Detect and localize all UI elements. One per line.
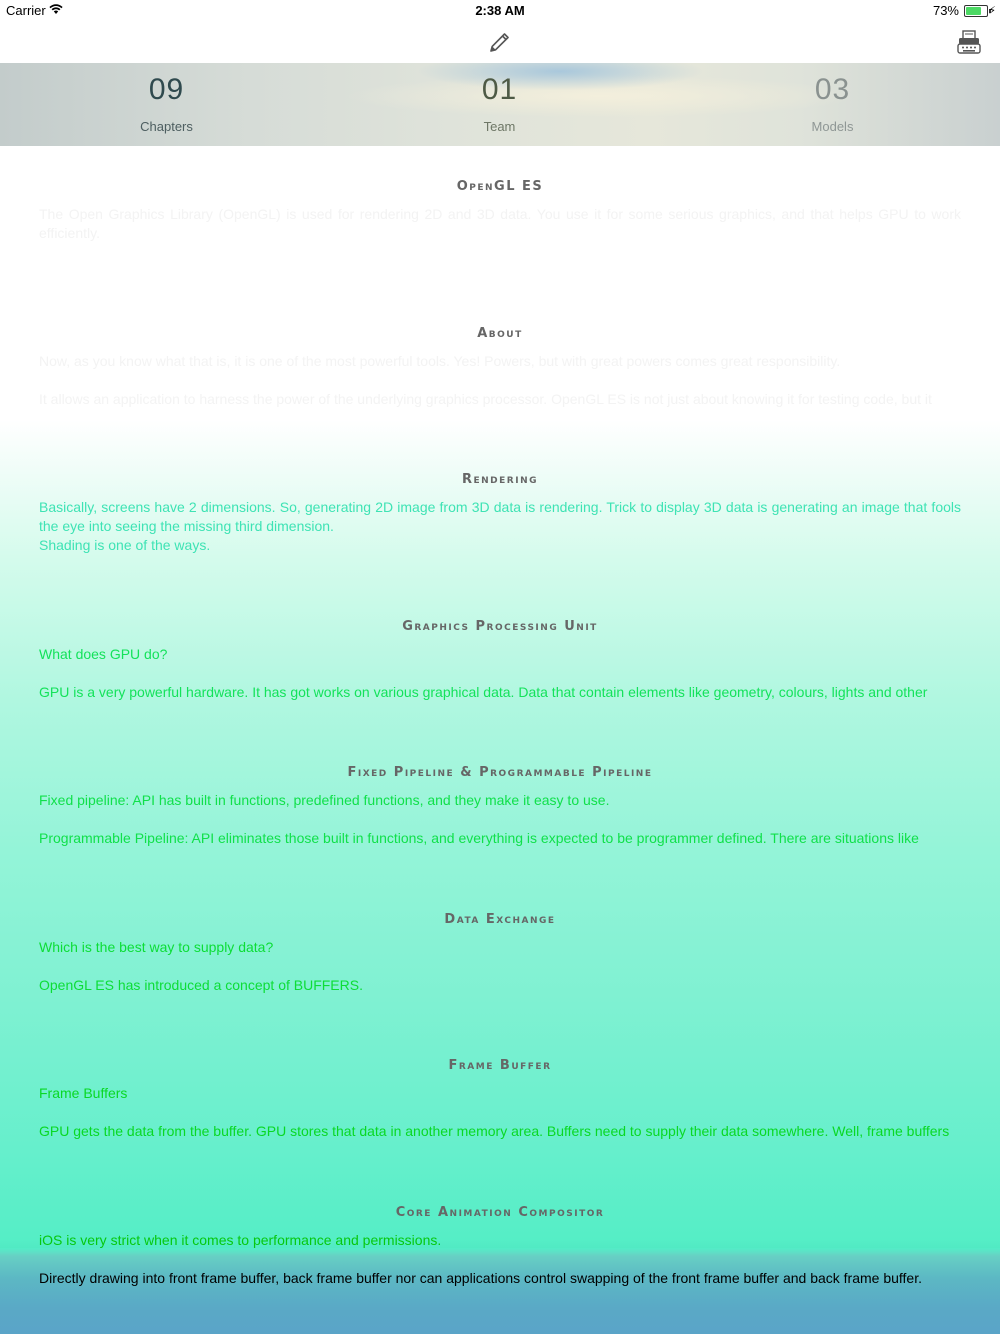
pencil-icon[interactable]: [484, 28, 514, 58]
stats-header: [0, 63, 1000, 146]
section-data-exchange: [39, 910, 961, 995]
section-core-animation: [39, 1203, 961, 1288]
section-rendering: [39, 470, 961, 555]
typewriter-icon[interactable]: [954, 28, 984, 58]
battery-percentage: 73%: [932, 3, 959, 18]
section-title: OpenGL ES: [456, 179, 544, 194]
section-title: Data Exchange: [444, 912, 556, 927]
section-paragraph: The Open Graphics Library (OpenGL) is used for rendering 2D and 3D data. You use it for some serious graphics, and that helps GPU to work efficiently.: [39, 206, 961, 241]
stat-label: Models: [811, 119, 854, 134]
section-paragraph: GPU is a very powerful hardware. It has got works on various graphical data. Data that contain elements like geometry, colours, lights and other: [39, 684, 928, 700]
stat-team[interactable]: [333, 63, 666, 146]
section-paragraph: Fixed pipeline: API has built in functions, predefined functions, and they make it easy to use.: [39, 792, 610, 808]
section-paragraph: Which is the best way to supply data?: [39, 939, 274, 955]
section-title: Fixed Pipeline & Programmable Pipeline: [347, 765, 653, 780]
stat-label: Chapters: [140, 119, 193, 134]
status-bar: [0, 0, 1000, 22]
section-title: About: [477, 326, 523, 341]
section-paragraph: Shading is one of the ways.: [39, 537, 211, 553]
section-title: Rendering: [461, 472, 538, 487]
section-paragraph: What does GPU do?: [39, 646, 168, 662]
charging-icon: ⚡: [988, 5, 996, 17]
stat-value: 09: [148, 73, 185, 106]
section-paragraph: Programmable Pipeline: API eliminates those built in functions, and everything is expected to be programmer defined. There are situations like: [39, 830, 919, 846]
clock: 2:38 AM: [475, 3, 525, 18]
section-title: Frame Buffer: [448, 1058, 552, 1073]
stat-chapters[interactable]: [0, 63, 333, 146]
section-about: [39, 324, 961, 409]
section-title: Core Animation Compositor: [395, 1205, 605, 1220]
section-title: Graphics Processing Unit: [402, 619, 598, 634]
stat-models[interactable]: [666, 63, 999, 146]
section-paragraph: GPU gets the data from the buffer. GPU stores that data in another memory area. Buffers need to supply their data somewhere. Well, frame buffers: [39, 1123, 950, 1139]
section-paragraph: OpenGL ES has introduced a concept of BUFFERS.: [39, 977, 363, 993]
section-gpu: [39, 617, 961, 702]
stat-value: 01: [481, 73, 518, 106]
section-pipelines: [39, 763, 961, 848]
carrier-label: Carrier: [6, 3, 46, 18]
section-paragraph: Now, as you know what that is, it is one of the most powerful tools. Yes! Powers, but with great powers comes great responsibility.: [39, 353, 841, 369]
section-opengl-es: [39, 177, 961, 243]
section-paragraph: Frame Buffers: [39, 1085, 128, 1101]
section-paragraph: Basically, screens have 2 dimensions. So, generating 2D image from 3D data is rendering. Trick to display 3D data is generating an image that fools the eye into seeing the missing third dimension.: [39, 499, 961, 534]
section-paragraph: Directly drawing into front frame buffer, back frame buffer nor can applications control swapping of the front frame buffer and back frame buffer.: [39, 1270, 922, 1286]
section-frame-buffer: [39, 1056, 961, 1141]
battery-icon: [964, 5, 988, 17]
section-paragraph: iOS is very strict when it comes to performance and permissions.: [39, 1232, 442, 1248]
section-paragraph: It allows an application to harness the power of the underlying graphics processor. OpenGL ES is not just about knowing it for testing code, but it: [39, 391, 932, 407]
stat-label: Team: [483, 119, 516, 134]
navigation-bar: [0, 22, 1000, 63]
stat-value: 03: [814, 73, 851, 106]
